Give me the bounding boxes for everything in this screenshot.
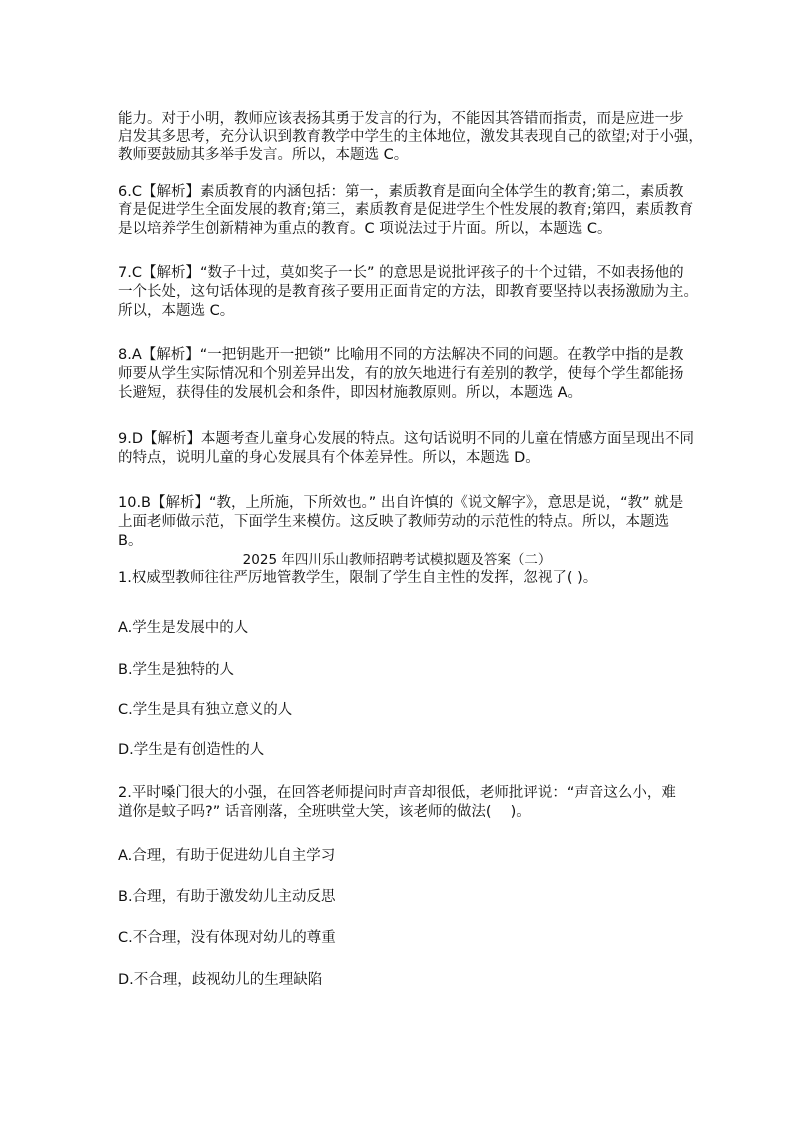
section-title: 2025 年四川乐山教师招聘考试模拟题及答案（二） [242,552,552,568]
answer-8-line: 长避短，获得佳的发展机会和条件，即因材施教原则。所以，本题选 A。 [118,385,583,401]
question-2-option-d: D.不合理，歧视幼儿的生理缺陷 [118,972,323,988]
answer-10-line: 上面老师做示范，下面学生来模仿。这反映了教师劳动的示范性的特点。所以，本题选 [118,514,669,530]
question-1-option-c: C.学生是具有独立意义的人 [118,702,293,718]
answer-6-line: 育是促进学生全面发展的教育;第三，素质教育是促进学生个性发展的教育;第四，素质教育 [118,202,694,218]
paragraph-line: 启发其多思考，充分认识到教育教学中学生的主体地位，激发其表现自己的欲望;对于小强， [118,129,703,145]
answer-7-line: 一个长处，这句话体现的是教育孩子要用正面肯定的方法，即教育要坚持以表扬激励为主。 [118,284,698,300]
paragraph-line: 能力。对于小明，教师应该表扬其勇于发言的行为，不能因其答错而指责，而是应进一步 [118,111,684,127]
answer-8-line: 8.A【解析】“一把钥匙开一把锁” 比喻用不同的方法解决不同的问题。在教学中指的是教 [118,347,684,363]
answer-7-line: 所以，本题选 C。 [118,303,235,319]
answer-8-line: 师要从学生实际情况和个别差异出发，有的放矢地进行有差别的教学，使每个学生都能扬 [118,366,684,382]
question-2-option-c: C.不合理，没有体现对幼儿的尊重 [118,930,336,946]
answer-6-line: 是以培养学生创新精神为重点的教育。C 项说法过于片面。所以，本题选 C。 [118,221,612,237]
question-2-option-a: A.合理，有助于促进幼儿自主学习 [118,848,336,864]
question-1-option-b: B.学生是独特的人 [118,662,235,678]
question-2-stem: 2.平时嗓门很大的小强，在回答老师提问时声音却很低，老师批评说：“声音这么小，难 [118,785,676,801]
paragraph-line: 教师要鼓励其多举手发言。所以，本题选 C。 [118,147,409,163]
answer-9-line: 的特点，说明儿童的身心发展具有个体差异性。所以，本题选 D。 [118,450,540,466]
answer-10-line: B。 [118,533,143,549]
question-1-option-a: A.学生是发展中的人 [118,620,249,636]
answer-9-line: 9.D【解析】本题考查儿童身心发展的特点。这句话说明不同的儿童在情感方面呈现出不同 [118,431,694,447]
question-1-stem: 1.权威型教师往往严厉地管教学生，限制了学生自主性的发挥，忽视了( )。 [118,570,598,586]
answer-6-line: 6.C【解析】素质教育的内涵包括：第一，素质教育是面向全体学生的教育;第二，素质教 [118,184,684,200]
answer-10-line: 10.B【解析】“教，上所施，下所效也。” 出自许慎的《说文解字》，意思是说，“教” 就是 [118,495,684,511]
question-1-option-d: D.学生是有创造性的人 [118,742,265,758]
question-2-option-b: B.合理，有助于激发幼儿主动反思 [118,889,336,905]
question-2-stem: 道你是蚊子吗?” 话音刚落，全班哄堂大笑，该老师的做法( )。 [118,804,531,820]
answer-7-line: 7.C【解析】“数子十过，莫如奖子一长” 的意思是说批评孩子的十个过错，不如表扬他的 [118,265,684,281]
